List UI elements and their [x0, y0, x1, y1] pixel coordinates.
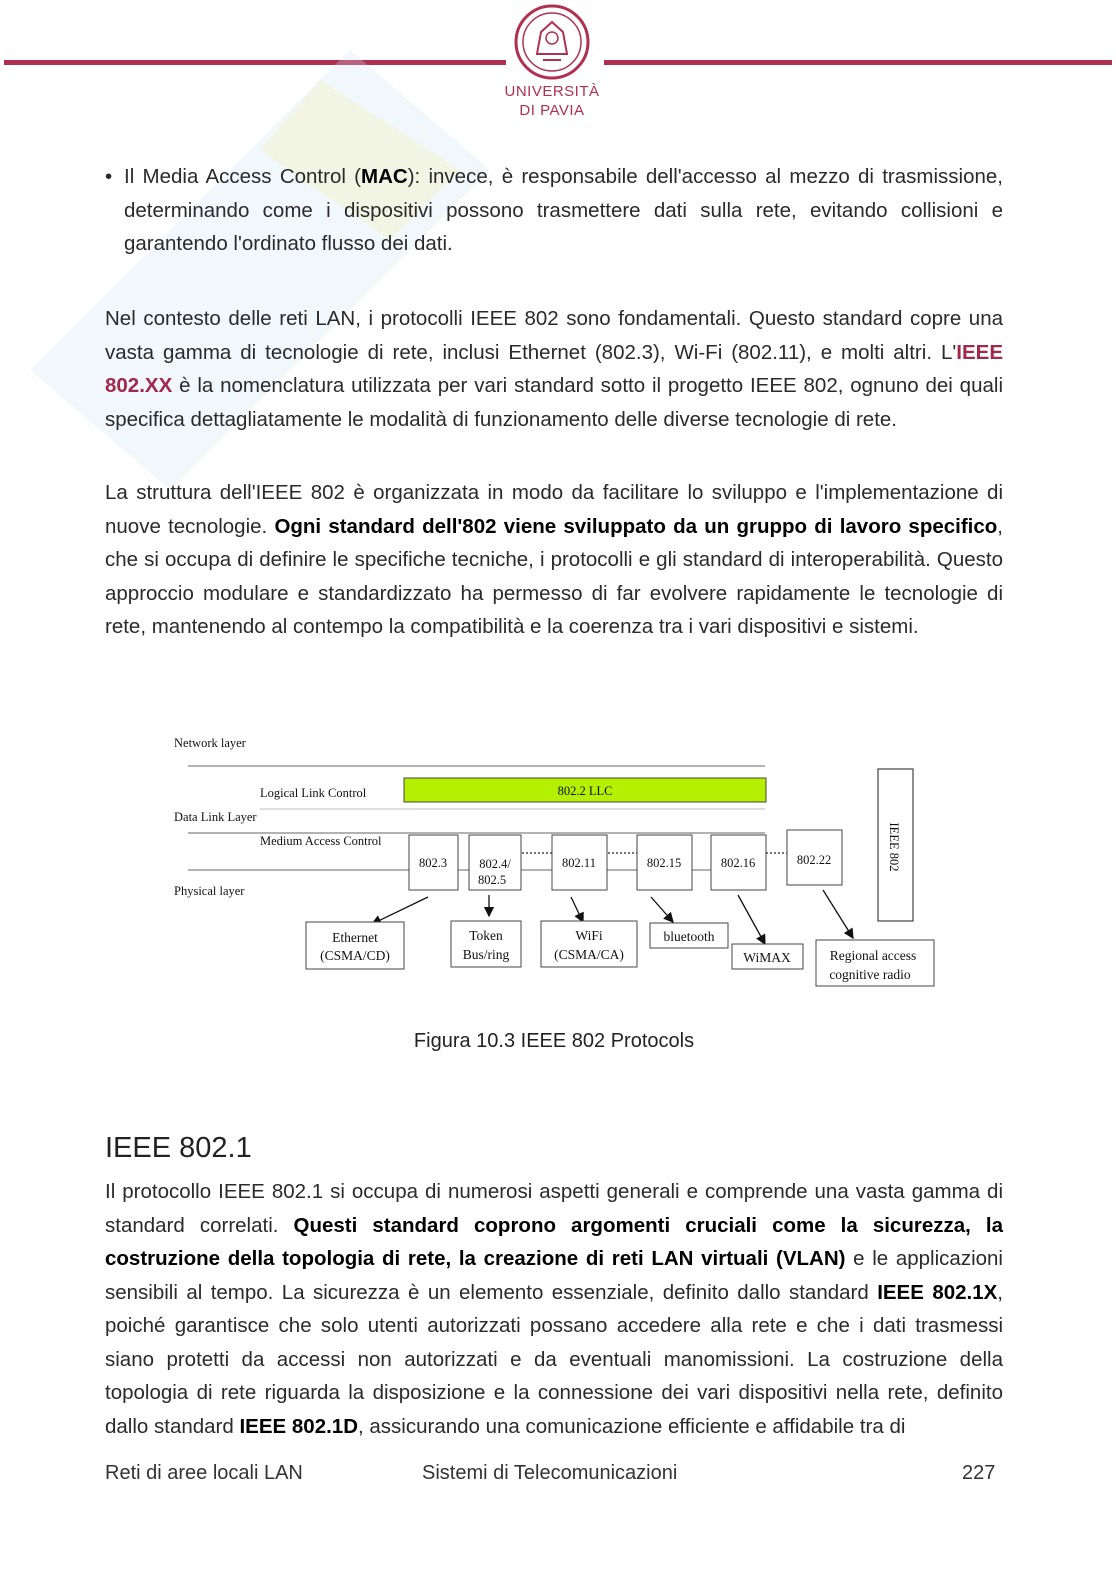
- tech-regional-1: Regional access: [829, 948, 917, 963]
- ieee-802-side-label: IEEE 802: [887, 822, 901, 872]
- label-llc: Logical Link Control: [260, 786, 367, 800]
- para1-text-2: è la nomenclatura utilizzata per vari standard sotto il progetto IEEE 802, ognuno dei quali specifica dettagliatamente le modalità di funzionamento delle diverse tecnologie di rete.: [105, 374, 1003, 431]
- tech-token-1: Token: [469, 928, 503, 943]
- university-logo: [502, 2, 602, 122]
- tech-ethernet-2: (CSMA/CD): [320, 948, 390, 963]
- std-80222: 802.22: [796, 853, 832, 867]
- para3-bold-1: Questi standard coprono argomenti cruciali come la sicurezza, la costruzione della topologia di rete, la creazione di reti LAN virtuali (VLAN): [105, 1213, 1003, 1270]
- arrow-bluetooth: [651, 897, 673, 922]
- llc-box-label: 802.2 LLC: [557, 784, 613, 798]
- para3-bold-8021x: IEEE 802.1X: [877, 1280, 998, 1304]
- para1-highlight: IEEE 802.XX: [105, 340, 1003, 397]
- mac-bullet: [105, 160, 1003, 261]
- para3-text-3: , poiché garantisce che solo utenti autorizzati possano accedere alla rete e che i dati trasmessi siano protetti da accessi non autorizzati e da eventuali manomissioni. La costruzione della topologia di rete riguarda la disposizione e la connessione dei vari dispositivi nella rete, definito dallo standard: [105, 1280, 1003, 1438]
- para2-text-2: , che si occupa di definire le specifiche tecniche, i protocolli e gli standard di interoperabilità. Questo approccio modulare e standardizzato ha permesso di far evolvere rapidamente le tecnologie di rete, mantenendo al contempo la compatibilità e la coerenza tra i vari dispositivi e sistemi.: [105, 514, 1003, 638]
- std-8024b: 802.5: [477, 873, 507, 887]
- para3-text-1: Il protocollo IEEE 802.1 si occupa di numerosi aspetti generali e comprende una vasta gamma di standard correlati.: [105, 1180, 1003, 1237]
- std-80216: 802.16: [720, 856, 756, 870]
- paragraph-structure: [105, 476, 1003, 644]
- university-seal-icon: [513, 2, 591, 82]
- label-mac: Medium Access Control: [260, 834, 382, 848]
- bullet-dot: •: [105, 165, 113, 188]
- footer-left: Reti di aree locali LAN: [105, 1462, 303, 1484]
- arrow-regional: [823, 890, 853, 938]
- label-data-link-layer: Data Link Layer: [174, 810, 257, 824]
- bullet-bold-mac: MAC: [361, 165, 408, 188]
- footer-center: Sistemi di Telecomunicazioni: [422, 1462, 678, 1484]
- bullet-text-2: ): invece, è responsabile dell'accesso al mezzo di trasmissione, determinando come i dispositivi possono trasmettere dati sulla rete, evitando collisioni e garantendo l'ordinato flusso dei dati.: [124, 165, 1003, 255]
- std-80211: 802.11: [562, 856, 596, 870]
- header-rule-left: [4, 60, 506, 65]
- para3-bold-8021d: IEEE 802.1D: [239, 1414, 358, 1438]
- para1-text-1: Nel contesto delle reti LAN, i protocolli IEEE 802 sono fondamentali. Questo standard copre una vasta gamma di tecnologie di rete, inclusi Ethernet (802.3), Wi-Fi (802.11), e molti altri. L': [105, 307, 1003, 364]
- paragraph-ieee-802: [105, 302, 1003, 436]
- arrow-ethernet: [372, 897, 428, 924]
- tech-ethernet-1: Ethernet: [332, 930, 378, 945]
- para3-text-2: e le applicazioni sensibili al tempo. La sicurezza è un elemento essenziale, definito dallo standard: [105, 1247, 1003, 1304]
- arrow-wimax: [738, 895, 765, 944]
- tech-wifi-1: WiFi: [575, 928, 603, 943]
- tech-bluetooth: bluetooth: [663, 929, 715, 944]
- std-80215: 802.15: [646, 856, 682, 870]
- tech-wifi-2: (CSMA/CA): [554, 947, 624, 962]
- page-number: 227: [962, 1462, 996, 1484]
- figure-caption: Figura 10.3 IEEE 802 Protocols: [413, 1030, 695, 1052]
- header-rule-right: [604, 60, 1112, 65]
- label-physical-layer: Physical layer: [174, 884, 245, 898]
- para3-text-4: , assicurando una comunicazione efficiente e affidabile tra di: [358, 1414, 906, 1438]
- logo-line-2: DI PAVIA: [519, 102, 585, 119]
- tech-wimax: WiMAX: [743, 950, 791, 965]
- std-8024a: 802.4/: [479, 857, 511, 871]
- tech-token-2: Bus/ring: [462, 947, 510, 962]
- section-heading: IEEE 802.1: [105, 1132, 252, 1164]
- logo-line-1: UNIVERSITÀ: [504, 83, 600, 100]
- ieee-802-diagram: [160, 720, 950, 1000]
- arrow-wifi: [571, 897, 583, 922]
- paragraph-ieee-8021: [105, 1175, 1003, 1443]
- para2-text-1: La struttura dell'IEEE 802 è organizzata in modo da facilitare lo sviluppo e l'implementazione di nuove tecnologie.: [105, 481, 1003, 538]
- tech-regional-2: cognitive radio: [829, 967, 911, 982]
- para2-bold: Ogni standard dell'802 viene sviluppato da un gruppo di lavoro specifico: [274, 514, 998, 538]
- label-network-layer: Network layer: [174, 736, 246, 750]
- std-8023: 802.3: [418, 856, 448, 870]
- bullet-text-1: Il Media Access Control (: [124, 165, 361, 188]
